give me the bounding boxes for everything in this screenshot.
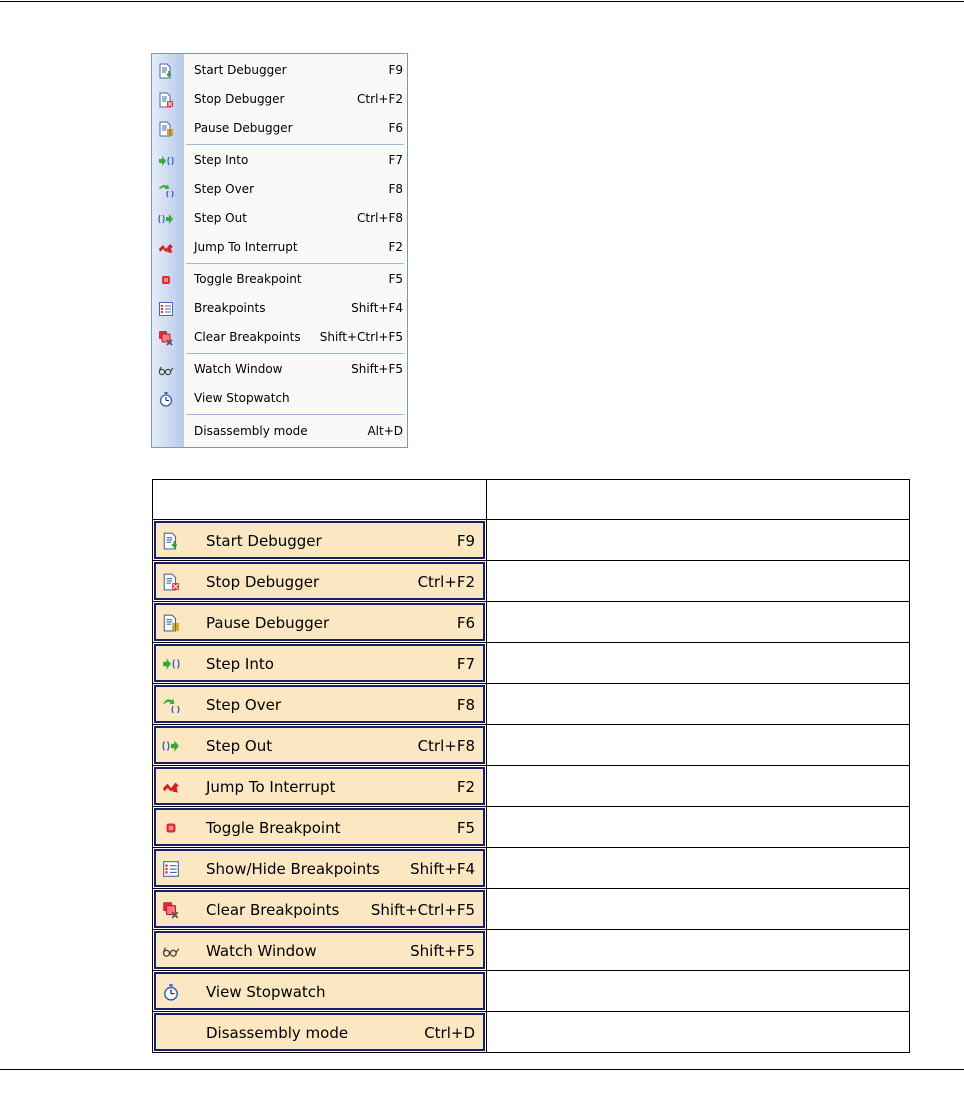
- table-row: [153, 684, 910, 725]
- command-label: Stop Debugger: [206, 573, 320, 591]
- jump-to-interrupt-icon: [158, 240, 174, 256]
- command-description: [487, 930, 910, 971]
- command-description: [487, 684, 910, 725]
- pause-debugger-icon: [158, 121, 174, 137]
- step-into-icon: [162, 655, 180, 673]
- top-rule: [0, 1, 964, 2]
- clear-breakpoints-icon: [158, 330, 174, 346]
- menu-item-shortcut: Shift+F5: [351, 362, 403, 376]
- menu-item-label: Breakpoints: [194, 301, 266, 315]
- menu-item-shortcut: Shift+F4: [351, 301, 403, 315]
- step-into-icon: [158, 153, 174, 169]
- menu-item-label: View Stopwatch: [194, 391, 290, 405]
- stopwatch-icon: [158, 391, 174, 407]
- menu-separator: [186, 263, 404, 264]
- command-label: Clear Breakpoints: [206, 901, 340, 919]
- menu-item-shortcut: Ctrl+F8: [357, 211, 403, 225]
- menu-item-shortcut: F7: [388, 153, 403, 167]
- command-stop-debugger[interactable]: [154, 562, 485, 600]
- menu-item-shortcut: F9: [388, 63, 403, 77]
- menu-item-view-stopwatch[interactable]: [152, 387, 407, 411]
- command-pause-debugger[interactable]: [154, 603, 485, 641]
- table-row: [153, 807, 910, 848]
- command-description: [487, 561, 910, 602]
- step-out-icon: [158, 211, 174, 227]
- table-row: [153, 643, 910, 684]
- command-description: [487, 725, 910, 766]
- menu-item-start-debugger[interactable]: [152, 59, 407, 83]
- table-row: [153, 725, 910, 766]
- command-shortcut: F7: [456, 655, 475, 673]
- pause-debugger-icon: [162, 614, 180, 632]
- jump-to-interrupt-icon: [162, 778, 180, 796]
- clear-breakpoints-icon: [162, 901, 180, 919]
- command-description: [487, 971, 910, 1012]
- command-label: View Stopwatch: [206, 983, 326, 1001]
- menu-item-shortcut: F2: [388, 240, 403, 254]
- command-description: [487, 1012, 910, 1053]
- command-toggle-breakpoint[interactable]: [154, 808, 485, 846]
- menu-item-label: Start Debugger: [194, 63, 287, 77]
- table-header-command: [153, 480, 487, 520]
- command-shortcut: F9: [456, 532, 475, 550]
- menu-item-stop-debugger[interactable]: [152, 88, 407, 112]
- menu-item-shortcut: Alt+D: [367, 424, 403, 438]
- menu-item-toggle-breakpoint[interactable]: [152, 268, 407, 292]
- menu-item-shortcut: Ctrl+F2: [357, 92, 403, 106]
- menu-item-disassembly-mode[interactable]: [152, 420, 407, 444]
- menu-item-watch-window[interactable]: [152, 358, 407, 382]
- glasses-icon: [162, 942, 180, 960]
- toggle-breakpoint-icon: [158, 272, 174, 288]
- table-row: [153, 766, 910, 807]
- menu-item-step-into[interactable]: [152, 149, 407, 173]
- table-row: [153, 930, 910, 971]
- menu-item-clear-breakpoints[interactable]: [152, 326, 407, 350]
- menu-item-label: Jump To Interrupt: [194, 240, 298, 254]
- stop-debugger-icon: [158, 92, 174, 108]
- menu-item-label: Toggle Breakpoint: [194, 272, 302, 286]
- command-description: [487, 848, 910, 889]
- menu-item-shortcut: F8: [388, 182, 403, 196]
- command-label: Step Into: [206, 655, 274, 673]
- command-description: [487, 889, 910, 930]
- command-shortcut: Shift+Ctrl+F5: [370, 901, 475, 919]
- table-row: [153, 520, 910, 561]
- command-shortcut: F5: [456, 819, 475, 837]
- command-label: Disassembly mode: [206, 1024, 349, 1042]
- debugger-context-menu: [151, 53, 408, 448]
- command-show-hide-breakpoints[interactable]: [154, 849, 485, 887]
- step-over-icon: [162, 696, 180, 714]
- command-label: Show/Hide Breakpoints: [206, 860, 380, 878]
- command-description: [487, 807, 910, 848]
- menu-item-pause-debugger[interactable]: [152, 117, 407, 141]
- command-shortcut: F8: [456, 696, 475, 714]
- menu-item-label: Step Out: [194, 211, 247, 225]
- start-debugger-icon: [162, 532, 180, 550]
- command-shortcut: Shift+F4: [410, 860, 475, 878]
- table-row: [153, 971, 910, 1012]
- table-row: [153, 561, 910, 602]
- menu-item-step-over[interactable]: [152, 178, 407, 202]
- table-row: [153, 602, 910, 643]
- menu-item-label: Stop Debugger: [194, 92, 285, 106]
- command-label: Start Debugger: [206, 532, 322, 550]
- debugger-commands-table: [152, 479, 910, 1053]
- menu-item-breakpoints[interactable]: [152, 297, 407, 321]
- command-start-debugger[interactable]: [154, 521, 485, 559]
- command-shortcut: Ctrl+F2: [417, 573, 475, 591]
- command-description: [487, 520, 910, 561]
- command-shortcut: Ctrl+D: [424, 1024, 475, 1042]
- menu-item-shortcut: F5: [388, 272, 403, 286]
- glasses-icon: [158, 362, 174, 378]
- command-step-into[interactable]: [154, 644, 485, 682]
- step-over-icon: [158, 182, 174, 198]
- menu-item-shortcut: Shift+Ctrl+F5: [319, 330, 403, 344]
- breakpoints-list-icon: [162, 860, 180, 878]
- menu-item-label: Watch Window: [194, 362, 283, 376]
- table-row: [153, 1012, 910, 1053]
- command-shortcut: Shift+F5: [410, 942, 475, 960]
- command-shortcut: F2: [456, 778, 475, 796]
- command-watch-window[interactable]: [154, 931, 485, 969]
- command-shortcut: Ctrl+F8: [417, 737, 475, 755]
- breakpoints-list-icon: [158, 301, 174, 317]
- stopwatch-icon: [162, 983, 180, 1001]
- command-view-stopwatch[interactable]: [154, 972, 485, 1010]
- table-header-row: [153, 480, 910, 520]
- command-jump-to-interrupt[interactable]: [154, 767, 485, 805]
- menu-separator: [186, 414, 404, 415]
- command-label: Pause Debugger: [206, 614, 330, 632]
- menu-separator: [186, 144, 404, 145]
- menu-item-jump-to-interrupt[interactable]: [152, 236, 407, 260]
- command-label: Toggle Breakpoint: [206, 819, 341, 837]
- menu-item-label: Clear Breakpoints: [194, 330, 301, 344]
- start-debugger-icon: [158, 63, 174, 79]
- command-label: Jump To Interrupt: [206, 778, 336, 796]
- command-description: [487, 602, 910, 643]
- command-description: [487, 766, 910, 807]
- table-header-description: [487, 480, 910, 520]
- menu-item-shortcut: F6: [388, 121, 403, 135]
- menu-item-label: Pause Debugger: [194, 121, 293, 135]
- stop-debugger-icon: [162, 573, 180, 591]
- menu-item-label: Step Into: [194, 153, 249, 167]
- toggle-breakpoint-icon: [162, 819, 180, 837]
- menu-item-step-out[interactable]: [152, 207, 407, 231]
- command-disassembly-mode[interactable]: [154, 1013, 485, 1051]
- table-row: [153, 889, 910, 930]
- table-row: [153, 848, 910, 889]
- command-shortcut: F6: [456, 614, 475, 632]
- command-step-over[interactable]: [154, 685, 485, 723]
- command-description: [487, 643, 910, 684]
- command-step-out[interactable]: [154, 726, 485, 764]
- bottom-rule: [0, 1069, 964, 1070]
- menu-item-label: Step Over: [194, 182, 254, 196]
- command-label: Step Over: [206, 696, 281, 714]
- command-label: Step Out: [206, 737, 273, 755]
- menu-item-label: Disassembly mode: [194, 424, 308, 438]
- command-label: Watch Window: [206, 942, 317, 960]
- command-clear-breakpoints[interactable]: [154, 890, 485, 928]
- step-out-icon: [162, 737, 180, 755]
- menu-separator: [186, 353, 404, 354]
